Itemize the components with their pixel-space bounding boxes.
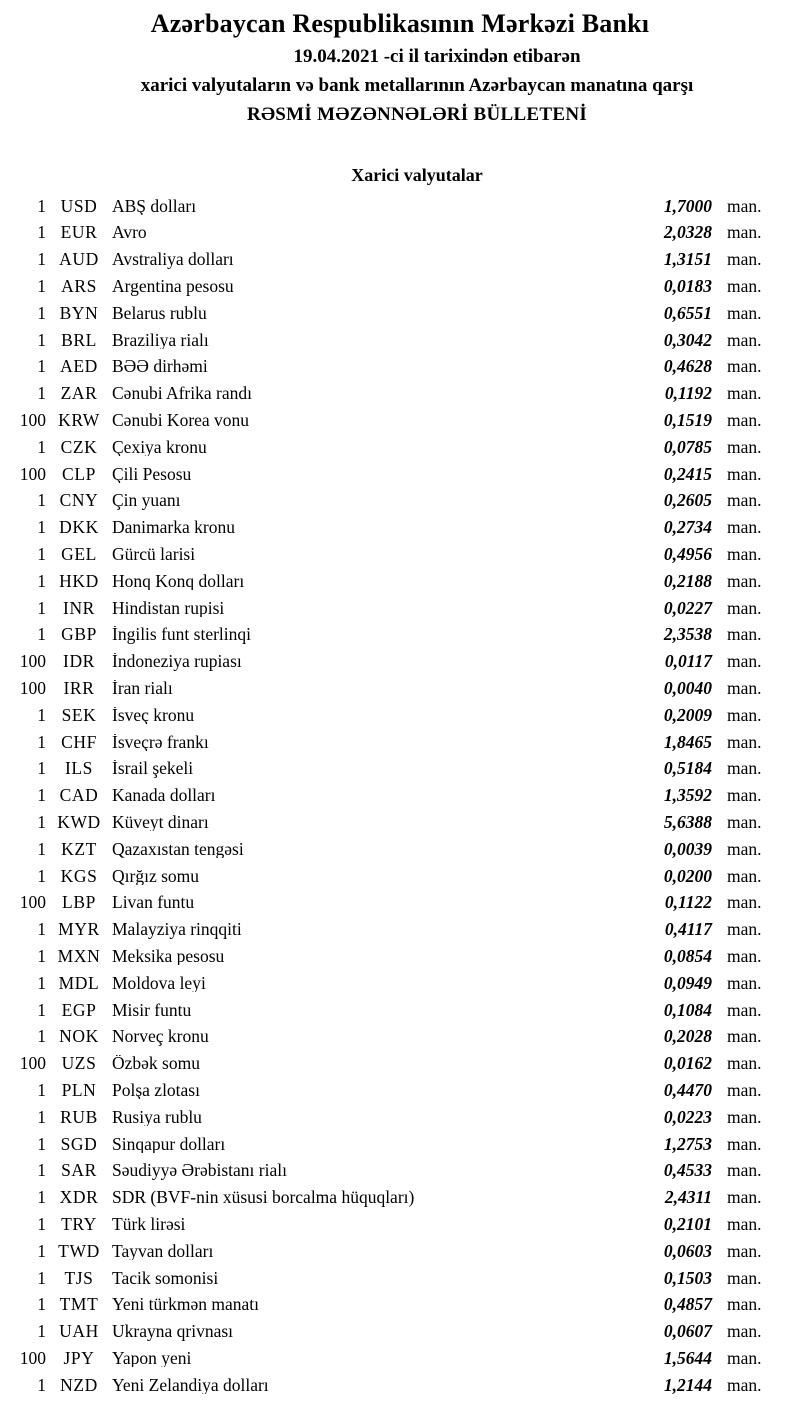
currency-code-cell: AED	[60, 356, 98, 377]
quantity-cell: 1	[37, 195, 46, 216]
rate-value-cell: 0,0949	[663, 972, 712, 993]
table-row	[0, 515, 800, 542]
table-row	[0, 890, 800, 917]
rate-value-cell: 0,2028	[663, 1026, 712, 1047]
unit-cell: man.	[727, 704, 762, 725]
table-row	[0, 300, 800, 327]
unit-cell: man.	[727, 624, 762, 645]
quantity-cell: 1	[37, 1267, 46, 1288]
unit-cell: man.	[727, 838, 762, 859]
currency-name-cell: Küveyt dinarı	[112, 813, 209, 832]
currency-name-cell: Türk lirəsi	[112, 1215, 186, 1234]
unit-cell: man.	[727, 329, 762, 350]
quantity-cell: 100	[19, 892, 46, 913]
rate-value-cell: 0,0040	[663, 677, 712, 698]
unit-cell: man.	[727, 1133, 762, 1154]
quantity-cell: 1	[37, 356, 46, 377]
currency-code-cell: AUD	[59, 249, 99, 270]
unit-cell: man.	[727, 1321, 762, 1342]
table-row	[0, 1345, 800, 1372]
rate-value-cell: 1,5644	[663, 1347, 712, 1368]
table-row	[0, 997, 800, 1024]
unit-cell: man.	[727, 436, 762, 457]
quantity-cell: 1	[37, 276, 46, 297]
unit-cell: man.	[727, 410, 762, 431]
currency-code-cell: INR	[63, 597, 95, 618]
currency-name-cell: Meksika pesosu	[112, 947, 225, 966]
currency-name-cell: Cənubi Korea vonu	[112, 412, 250, 430]
currency-code-cell: ILS	[64, 758, 94, 779]
currency-name-cell: Danimarka kronu	[112, 519, 235, 537]
currency-name-cell: Yeni Zelandiya dolları	[112, 1376, 269, 1395]
currency-code-cell: TJS	[64, 1267, 94, 1288]
quantity-cell: 1	[37, 249, 46, 270]
table-row	[0, 1211, 800, 1238]
table-row	[0, 1292, 800, 1319]
rate-value-cell: 0,0603	[663, 1240, 712, 1261]
table-row	[0, 1104, 800, 1131]
rate-value-cell: 0,2101	[663, 1213, 712, 1234]
table-row	[0, 1372, 800, 1399]
quantity-cell: 1	[37, 490, 46, 511]
rate-value-cell: 0,2734	[663, 517, 712, 538]
quantity-cell: 1	[37, 1321, 46, 1342]
rate-value-cell: 0,2009	[663, 704, 712, 725]
quantity-cell: 1	[37, 517, 46, 538]
unit-cell: man.	[727, 597, 762, 618]
quantity-cell: 1	[37, 785, 46, 806]
rate-value-cell: 0,0039	[663, 838, 712, 859]
quantity-cell: 1	[37, 1213, 46, 1234]
currency-name-cell: İran rialı	[112, 679, 173, 698]
currency-code-cell: SGD	[60, 1133, 98, 1154]
quantity-cell: 1	[37, 544, 46, 564]
currency-code-cell: ARS	[61, 276, 97, 297]
table-row	[0, 1158, 800, 1185]
currency-code-cell: UZS	[61, 1053, 97, 1074]
quantity-cell: 100	[19, 410, 46, 431]
currency-code-cell: SEK	[61, 704, 97, 725]
rate-value-cell: 1,7000	[663, 195, 712, 216]
subject-line: xarici valyutaların və bank metallarının Azərbaycan manatına qarşı	[140, 75, 694, 96]
table-row	[0, 1131, 800, 1158]
currency-code-cell: XDR	[59, 1187, 99, 1208]
table-row	[0, 809, 800, 836]
table-row	[0, 783, 800, 810]
table-row	[0, 1238, 800, 1265]
effective-date-line: 19.04.2021 -ci il tarixindən etibarən	[293, 46, 581, 67]
rate-value-cell: 0,0227	[663, 597, 712, 618]
currency-name-cell: Yapon yeni	[112, 1349, 192, 1368]
currency-code-cell: KRW	[58, 410, 100, 431]
currency-code-cell: MDL	[58, 972, 100, 993]
currency-code-cell: USD	[60, 195, 98, 216]
rate-value-cell: 0,0117	[664, 651, 712, 672]
rate-value-cell: 0,2605	[663, 490, 712, 511]
unit-cell: man.	[727, 1160, 762, 1181]
rate-value-cell: 0,2415	[663, 463, 712, 484]
rate-value-cell: 1,2144	[663, 1374, 712, 1395]
unit-cell: man.	[727, 195, 762, 216]
currency-name-cell: Malayziya rinqqiti	[112, 921, 242, 939]
currency-name-cell: Hindistan rupisi	[112, 599, 225, 618]
unit-cell: man.	[727, 517, 762, 538]
table-row	[0, 622, 800, 649]
rate-value-cell: 5,6388	[663, 811, 712, 832]
quantity-cell: 1	[37, 383, 46, 404]
quantity-cell: 1	[37, 1133, 46, 1154]
table-row	[0, 327, 800, 354]
currency-code-cell: IRR	[63, 677, 95, 698]
quantity-cell: 1	[37, 999, 46, 1020]
rate-value-cell: 0,0785	[663, 436, 712, 457]
currency-name-cell: Avro	[112, 224, 147, 242]
table-row	[0, 541, 800, 568]
quantity-cell: 1	[37, 1079, 46, 1100]
currency-code-cell: KGS	[60, 865, 98, 886]
quantity-cell: 1	[37, 972, 46, 993]
currency-name-cell: Çin yuanı	[112, 492, 181, 510]
currency-name-cell: Misir funtu	[112, 1001, 192, 1020]
unit-cell: man.	[727, 1026, 762, 1047]
table-row	[0, 1184, 800, 1211]
currency-name-cell: Belarus rublu	[112, 304, 207, 323]
rate-value-cell: 1,8465	[663, 731, 712, 752]
quantity-cell: 1	[37, 329, 46, 350]
rate-value-cell: 0,4956	[663, 544, 712, 564]
currency-name-cell: İsveçrə frankı	[112, 733, 209, 752]
currency-name-cell: Avstraliya dolları	[112, 251, 234, 269]
table-row	[0, 407, 800, 434]
unit-cell: man.	[727, 919, 762, 940]
rate-value-cell: 0,5184	[663, 758, 712, 779]
currency-name-cell: İndoneziya rupiası	[112, 653, 242, 671]
quantity-cell: 100	[19, 677, 46, 698]
table-row	[0, 917, 800, 944]
currency-name-cell: Honq Konq dolları	[112, 572, 245, 591]
rate-value-cell: 0,2188	[663, 570, 712, 591]
currency-code-cell: TWD	[58, 1240, 100, 1261]
currency-code-cell: HKD	[59, 570, 99, 591]
currency-name-cell: Kanada dolları	[112, 787, 216, 805]
quantity-cell: 1	[37, 919, 46, 940]
quantity-cell: 1	[37, 1374, 46, 1395]
table-row	[0, 273, 800, 300]
rate-value-cell: 2,0328	[663, 222, 712, 243]
table-row	[0, 488, 800, 515]
currency-code-cell: KZT	[61, 838, 97, 859]
quantity-cell: 1	[37, 704, 46, 725]
unit-cell: man.	[727, 999, 762, 1020]
quantity-cell: 1	[37, 731, 46, 752]
table-row	[0, 1265, 800, 1292]
unit-cell: man.	[727, 1240, 762, 1261]
currency-name-cell: Qazaxıstan tengəsi	[112, 840, 244, 859]
unit-cell: man.	[727, 490, 762, 511]
rate-value-cell: 0,1084	[663, 999, 712, 1020]
currency-name-cell: Yeni türkmən manatı	[112, 1296, 259, 1314]
quantity-cell: 1	[37, 1187, 46, 1208]
currency-name-cell: İsveç kronu	[112, 706, 195, 725]
rate-value-cell: 0,0183	[663, 276, 712, 297]
currency-name-cell: Polşa zlotası	[112, 1081, 200, 1100]
quantity-cell: 1	[37, 945, 46, 966]
quantity-cell: 100	[19, 463, 46, 484]
quantity-cell: 1	[37, 758, 46, 779]
bulletin-title: RƏSMİ MƏZƏNNƏLƏRİ BÜLLETENİ	[246, 104, 588, 125]
unit-cell: man.	[727, 811, 762, 832]
table-row	[0, 568, 800, 595]
currency-name-cell: İsrail şekeli	[112, 760, 194, 778]
currency-name-cell: SDR (BVF-nin xüsusi borcalma hüquqları)	[112, 1189, 415, 1207]
currency-code-cell: MYR	[58, 919, 100, 940]
currency-code-cell: CLP	[62, 463, 96, 484]
currency-code-cell: IDR	[63, 651, 95, 672]
rate-value-cell: 1,2753	[663, 1133, 712, 1154]
currency-code-cell: TMT	[59, 1294, 99, 1315]
quantity-cell: 1	[37, 865, 46, 886]
currency-code-cell: CZK	[60, 436, 98, 457]
currency-code-cell: GEL	[61, 544, 97, 564]
rate-value-cell: 0,0607	[663, 1321, 712, 1342]
currency-code-cell: GBP	[61, 624, 97, 645]
table-row	[0, 247, 800, 274]
unit-cell: man.	[727, 249, 762, 270]
rate-value-cell: 0,4628	[663, 356, 712, 377]
unit-cell: man.	[727, 570, 762, 591]
currency-name-cell: İngilis funt sterlinqi	[112, 626, 252, 644]
table-row	[0, 863, 800, 890]
table-row	[0, 595, 800, 622]
table-row	[0, 836, 800, 863]
table-row	[0, 1318, 800, 1345]
unit-cell: man.	[727, 1347, 762, 1368]
unit-cell: man.	[727, 785, 762, 806]
quantity-cell: 1	[37, 624, 46, 645]
table-row	[0, 1024, 800, 1051]
unit-cell: man.	[727, 945, 762, 966]
currency-name-cell: ABŞ dolları	[112, 197, 197, 216]
rate-value-cell: 2,3538	[663, 624, 712, 645]
unit-cell: man.	[727, 758, 762, 779]
quantity-cell: 1	[37, 1240, 46, 1261]
table-row	[0, 756, 800, 783]
rate-value-cell: 0,1122	[664, 892, 712, 913]
rate-value-cell: 0,0223	[663, 1106, 712, 1127]
currency-code-cell: ZAR	[60, 383, 98, 404]
currency-name-cell: Ukrayna qrivnası	[112, 1323, 234, 1341]
currency-name-cell: Tacik somonisi	[112, 1269, 219, 1288]
table-row	[0, 1051, 800, 1078]
unit-cell: man.	[727, 356, 762, 377]
currency-code-cell: BYN	[59, 302, 99, 323]
quantity-cell: 100	[19, 651, 46, 672]
table-row	[0, 220, 800, 247]
rate-value-cell: 0,0200	[663, 865, 712, 886]
rate-value-cell: 0,6551	[663, 302, 712, 323]
currency-name-cell: Tayvan dolları	[112, 1242, 214, 1261]
currency-code-cell: NOK	[59, 1026, 99, 1047]
currency-code-cell: RUB	[60, 1106, 98, 1127]
currency-code-cell: KWD	[57, 811, 101, 832]
unit-cell: man.	[727, 865, 762, 886]
currency-name-cell: Argentina pesosu	[112, 278, 234, 296]
unit-cell: man.	[727, 1079, 762, 1100]
rate-value-cell: 2,4311	[664, 1187, 712, 1208]
rate-value-cell: 0,1192	[664, 383, 712, 404]
rate-value-cell: 0,4470	[663, 1079, 712, 1100]
rates-table-body	[0, 193, 800, 1399]
currency-name-cell: Qırğız somu	[112, 867, 200, 886]
currency-name-cell: Moldova leyi	[112, 974, 206, 993]
currency-code-cell: JPY	[63, 1347, 95, 1368]
currency-name-cell: Çili Pesosu	[112, 465, 192, 484]
unit-cell: man.	[727, 1106, 762, 1127]
rate-value-cell: 0,4117	[664, 919, 712, 940]
currency-code-cell: NZD	[60, 1374, 98, 1395]
quantity-cell: 1	[37, 1026, 46, 1047]
table-row	[0, 702, 800, 729]
quantity-cell: 1	[37, 838, 46, 859]
currency-code-cell: MXN	[57, 945, 101, 966]
unit-cell: man.	[727, 1053, 762, 1074]
currency-name-cell: BƏƏ dirhəmi	[112, 358, 208, 376]
table-row	[0, 943, 800, 970]
currency-name-cell: Braziliya rialı	[112, 331, 209, 350]
currency-code-cell: LBP	[62, 892, 96, 913]
unit-cell: man.	[727, 1267, 762, 1288]
currency-code-cell: CAD	[59, 785, 99, 806]
table-row	[0, 354, 800, 381]
table-row	[0, 434, 800, 461]
bank-name-title: Azərbaycan Respublikasının Mərkəzi Bankı	[150, 9, 650, 38]
currency-name-cell: Livan funtu	[112, 894, 195, 912]
currency-code-cell: EUR	[60, 222, 98, 243]
quantity-cell: 100	[19, 1347, 46, 1368]
table-row	[0, 461, 800, 488]
currency-name-cell: Çexiya kronu	[112, 438, 207, 457]
quantity-cell: 1	[37, 222, 46, 243]
currency-name-cell: Norveç kronu	[112, 1028, 209, 1046]
currency-name-cell: Özbək somu	[112, 1055, 200, 1073]
unit-cell: man.	[727, 731, 762, 752]
table-row	[0, 1077, 800, 1104]
currency-name-cell: Səudiyyə Ərəbistanı rialı	[112, 1162, 287, 1180]
unit-cell: man.	[727, 383, 762, 404]
table-row	[0, 381, 800, 408]
unit-cell: man.	[727, 677, 762, 698]
unit-cell: man.	[727, 1213, 762, 1234]
table-row	[0, 970, 800, 997]
unit-cell: man.	[727, 276, 762, 297]
currency-code-cell: CHF	[61, 731, 97, 752]
unit-cell: man.	[727, 544, 762, 564]
quantity-cell: 1	[37, 1160, 46, 1181]
currency-name-cell: Rusiya rublu	[112, 1108, 202, 1127]
unit-cell: man.	[727, 1294, 762, 1315]
quantity-cell: 1	[37, 811, 46, 832]
rate-value-cell: 0,4857	[663, 1294, 712, 1315]
quantity-cell: 1	[37, 1294, 46, 1315]
rate-value-cell: 1,3592	[663, 785, 712, 806]
currency-code-cell: TRY	[61, 1213, 97, 1234]
table-row	[0, 649, 800, 676]
rate-value-cell: 0,0854	[663, 945, 712, 966]
table-row	[0, 675, 800, 702]
table-row	[0, 729, 800, 756]
currency-code-cell: BRL	[61, 329, 97, 350]
currency-name-cell: Gürcü larisi	[112, 546, 196, 564]
unit-cell: man.	[727, 302, 762, 323]
quantity-cell: 1	[37, 1106, 46, 1127]
section-title-foreign-currencies: Xarici valyutalar	[351, 165, 483, 185]
currency-code-cell: EGP	[61, 999, 97, 1020]
rate-value-cell: 1,3151	[663, 249, 712, 270]
rate-value-cell: 0,1519	[663, 410, 712, 431]
currency-name-cell: Cənubi Afrika randı	[112, 385, 252, 403]
unit-cell: man.	[727, 1187, 762, 1208]
quantity-cell: 1	[37, 436, 46, 457]
currency-code-cell: PLN	[61, 1079, 97, 1100]
quantity-cell: 100	[19, 1053, 46, 1074]
quantity-cell: 1	[37, 302, 46, 323]
unit-cell: man.	[727, 222, 762, 243]
rate-value-cell: 0,4533	[663, 1160, 712, 1181]
unit-cell: man.	[727, 463, 762, 484]
rate-value-cell: 0,0162	[663, 1053, 712, 1074]
unit-cell: man.	[727, 651, 762, 672]
unit-cell: man.	[727, 1374, 762, 1395]
quantity-cell: 1	[37, 597, 46, 618]
currency-code-cell: DKK	[59, 517, 99, 538]
currency-code-cell: UAH	[59, 1321, 99, 1342]
unit-cell: man.	[727, 892, 762, 913]
unit-cell: man.	[727, 972, 762, 993]
quantity-cell: 1	[37, 570, 46, 591]
currency-code-cell: CNY	[59, 490, 99, 511]
table-row	[0, 193, 800, 220]
rate-value-cell: 0,3042	[663, 329, 712, 350]
currency-name-cell: Sinqapur dolları	[112, 1135, 226, 1154]
rate-value-cell: 0,1503	[663, 1267, 712, 1288]
currency-code-cell: SAR	[61, 1160, 97, 1181]
